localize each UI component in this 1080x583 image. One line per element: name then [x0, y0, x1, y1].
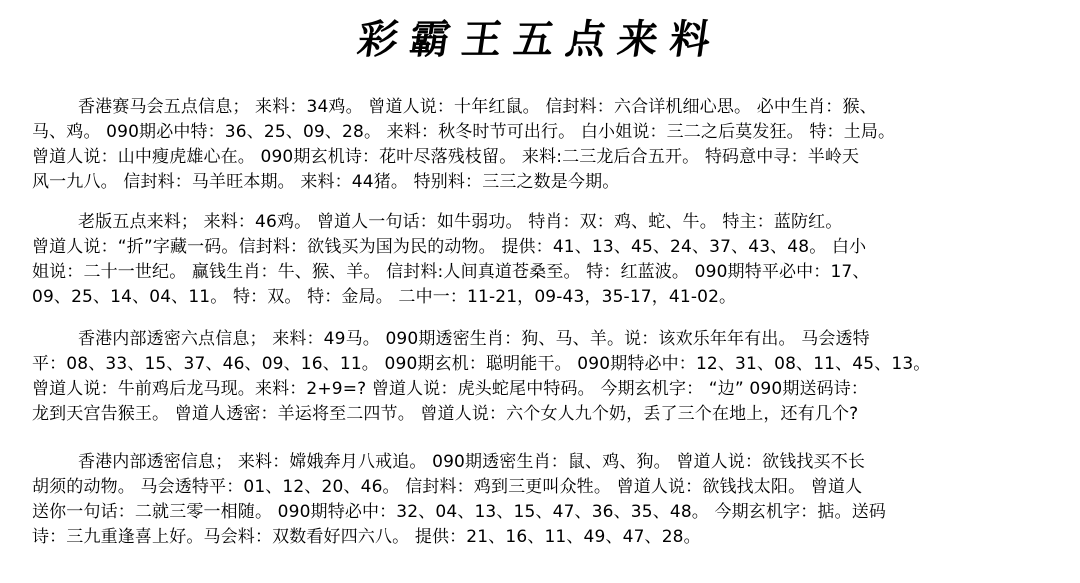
text-line: 马、鸡。 090期必中特：36、25、09、28。 来料：秋冬时节可出行。 白小姐说：三二之后莫发狂。 特：土局。 — [32, 122, 896, 142]
text-line: 香港赛马会五点信息； 来料：34鸡。 曾道人说：十年红鼠。 信封料：六合详机细心思。 必中生肖：猴、 — [78, 97, 877, 117]
info-section-3 — [32, 327, 1052, 427]
text-line: 曾道人说：山中瘦虎雄心在。 090期玄机诗：花叶尽落残枝留。 来料:二三龙后合五开。 特码意中寻：半岭天 — [32, 147, 860, 167]
text-line: 平：08、33、15、37、46、09、16、11。 090期玄机：聪明能干。 090期特必中：12、31、08、11、45、13。 — [32, 354, 931, 374]
text-line: 曾道人说：“折”字藏一码。信封料：欲钱买为国为民的动物。 提供：41、13、45、24、37、43、48。 白小 — [32, 237, 867, 257]
text-line: 姐说：二十一世纪。 赢钱生肖：牛、猴、羊。 信封料:人间真道苍桑至。 特：红蓝波。 090期特平必中：17、 — [32, 262, 870, 282]
text-line: 龙到天宫告猴王。 曾道人透密：羊运将至二四节。 曾道人说：六个女人九个奶，丢了三个在地上，还有几个? — [32, 404, 859, 424]
text-line: 风一九八。 信封料：马羊旺本期。 来料：44猪。 特别料：三三之数是今期。 — [32, 172, 620, 192]
info-section-4 — [32, 450, 1052, 550]
page-title: 彩霸王五点来料 — [354, 16, 726, 63]
text-line: 送你一句话：二就三零一相随。 090期特必中：32、04、13、15、47、36、35、48。 今期玄机字：掂。送码 — [32, 502, 887, 522]
text-line: 香港内部透密信息； 来料：嫦娥奔月八戒追。 090期透密生肖：鼠、鸡、狗。 曾道人说：欲钱找买不长 — [78, 452, 866, 472]
text-line: 香港内部透密六点信息； 来料：49马。 090期透密生肖：狗、马、羊。说：该欢乐年年有出。 马会透特 — [78, 329, 870, 349]
text-line: 老版五点来料； 来料：46鸡。 曾道人一句话：如牛弱功。 特肖：双：鸡、蛇、牛。 特主：蓝防红。 — [78, 212, 843, 232]
text-line: 曾道人说：牛前鸡后龙马现。来料：2+9=? 曾道人说：虎头蛇尾中特码。 今期玄机字： “边” 090期送码诗： — [32, 379, 869, 399]
text-line: 09、25、14、04、11。 特：双。 特：金局。 二中一：11-21，09-43，35-17，41-02。 — [32, 287, 737, 307]
text-line: 诗：三九重逢喜上好。马会料：双数看好四六八。 提供：21、16、11、49、47、28。 — [32, 527, 701, 547]
text-line: 胡须的动物。 马会透特平：01、12、20、46。 信封料：鸡到三更叫众牲。 曾道人说：欲钱找太阳。 曾道人 — [32, 477, 863, 497]
info-section-2 — [32, 210, 1052, 310]
info-section-1 — [32, 95, 1052, 195]
